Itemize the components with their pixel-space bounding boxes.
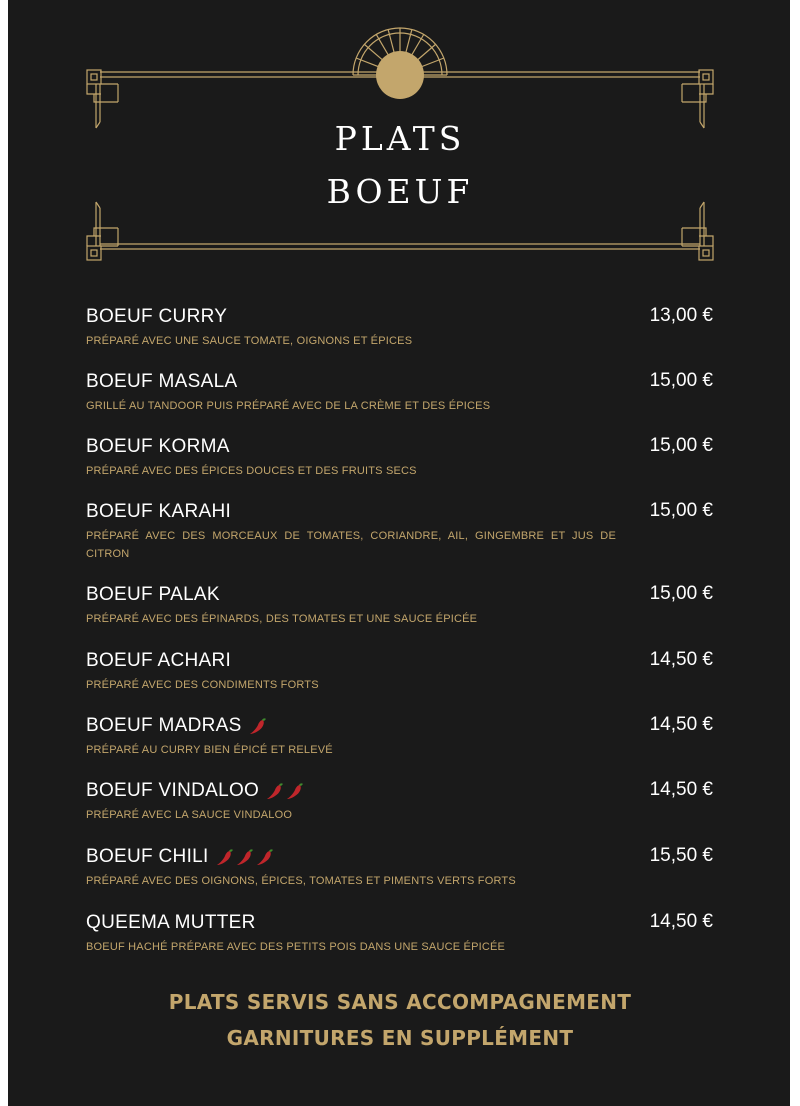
item-price: 15,00 € [649,500,713,521]
item-price: 15,00 € [649,583,713,604]
chili-pepper-icon [215,847,235,867]
menu-item [86,846,713,890]
item-name: BOEUF MADRAS [86,715,713,737]
item-description: PRÉPARÉ AVEC DES OIGNONS, ÉPICES, TOMATES ET PIMENTS VERTS FORTS [86,875,516,887]
chili-rating [265,781,305,801]
menu-item [86,780,713,824]
footer-note-line1: PLATS SERVIS SANS ACCOMPAGNEMENT [168,990,632,1014]
footer-note-line2: GARNITURES EN SUPPLÉMENT [226,1026,574,1050]
item-name: BOEUF MASALA [86,371,238,392]
item-description: GRILLÉ AU TANDOOR PUIS PRÉPARÉ AVEC DE LA CRÈME ET DES ÉPICES [86,400,491,412]
item-name: BOEUF ACHARI [86,650,232,671]
menu-item [86,912,713,956]
menu-item [86,436,713,480]
item-name: BOEUF CHILI [86,846,713,868]
chili-pepper-icon [235,847,255,867]
item-name: BOEUF VINDALOO [86,780,713,802]
item-price: 15,50 € [649,845,713,866]
item-price: 15,00 € [649,370,713,391]
chili-pepper-icon [248,716,268,736]
item-price: 14,50 € [649,911,713,932]
item-description: PRÉPARÉ AVEC UNE SAUCE TOMATE, OIGNONS ET ÉPICES [86,335,413,347]
item-description: PRÉPARÉ AU CURRY BIEN ÉPICÉ ET RELEVÉ [86,744,333,756]
item-name: BOEUF CURRY [86,306,228,327]
menu-item [86,306,713,350]
menu-item [86,715,713,759]
item-price: 14,50 € [649,714,713,735]
menu-item [86,650,713,694]
item-name: BOEUF KORMA [86,436,230,457]
menu-item [86,501,713,563]
item-description: PRÉPARÉ AVEC DES CONDIMENTS FORTS [86,679,319,691]
chili-rating [248,716,268,736]
chili-pepper-icon [255,847,275,867]
menu-item [86,584,713,628]
item-description: PRÉPARÉ AVEC DES ÉPICES DOUCES ET DES FRUITS SECS [86,465,417,477]
item-description: PRÉPARÉ AVEC DES MORCEAUX DE TOMATES, CORIANDRE, AIL, GINGEMBRE ET JUS DE CITRON [86,530,616,560]
item-price: 14,50 € [649,779,713,800]
chili-pepper-icon [285,781,305,801]
item-description: PRÉPARÉ AVEC DES ÉPINARDS, DES TOMATES ET UNE SAUCE ÉPICÉE [86,613,478,625]
page-title-line1: PLATS [334,119,466,158]
item-description: PRÉPARÉ AVEC LA SAUCE VINDALOO [86,809,293,821]
item-price: 14,50 € [649,649,713,670]
chili-pepper-icon [265,781,285,801]
menu-item [86,371,713,415]
item-name: BOEUF PALAK [86,584,220,605]
item-price: 15,00 € [649,435,713,456]
item-name: BOEUF KARAHI [86,501,232,522]
page-title-line2: BOEUF [326,172,474,211]
item-name: QUEEMA MUTTER [86,912,256,933]
item-description: BOEUF HACHÉ PRÉPARE AVEC DES PETITS POIS DANS UNE SAUCE ÉPICÉE [86,941,506,953]
item-price: 13,00 € [649,305,713,326]
chili-rating [215,847,275,867]
sun-disc-icon [376,51,424,99]
